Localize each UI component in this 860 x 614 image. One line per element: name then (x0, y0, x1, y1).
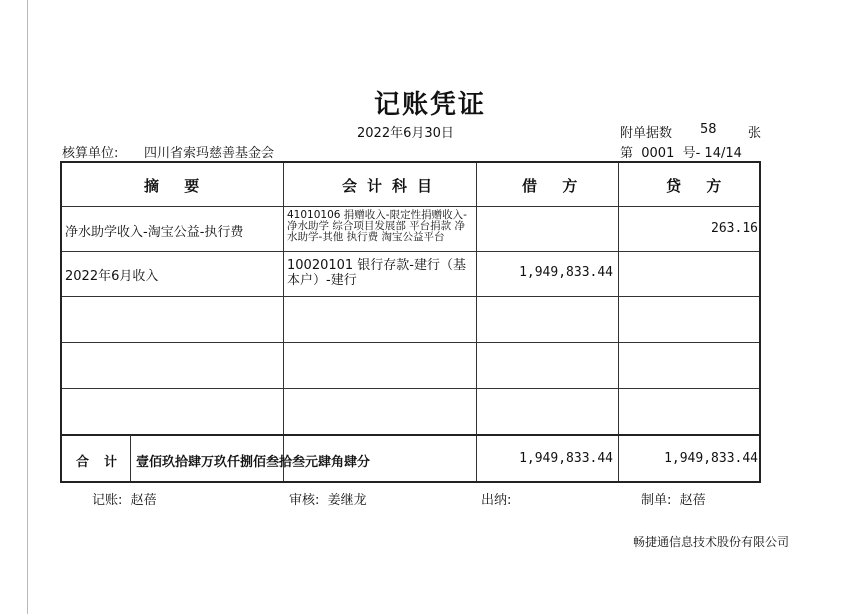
preparer-signature: 制单: 赵蓓 (641, 493, 706, 508)
total-label-divider (130, 435, 131, 481)
voucher-table (60, 161, 761, 483)
total-row-divider (62, 434, 759, 436)
header-summary: 摘 要 (144, 177, 210, 195)
row1-credit: 263.16 (711, 221, 758, 236)
cashier-signature: 出纳: (481, 493, 512, 508)
total-label: 合 计 (76, 455, 120, 470)
row2-account: 10020101 银行存款-建行（基本户）-建行 (287, 258, 466, 288)
voucher-number: 第 0001 号- 14/14 (620, 146, 742, 161)
row-divider (62, 296, 759, 297)
total-debit: 1,949,833.44 (519, 451, 613, 466)
accounting-unit-label: 核算单位: (62, 146, 119, 161)
attachments-count: 58 (700, 122, 717, 137)
row-divider (62, 251, 759, 252)
attachments-label: 附单据数 (620, 126, 673, 141)
total-in-words: 壹佰玖拾肆万玖仟捌佰叁拾叁元肆角肆分 (136, 455, 371, 470)
row-divider (62, 342, 759, 343)
software-company-name: 畅捷通信息技术股份有限公司 (633, 535, 790, 549)
voucher-title: 记账凭证 (373, 90, 486, 120)
accounting-unit-name: 四川省索玛慈善基金会 (144, 146, 275, 161)
header-credit: 贷 方 (666, 177, 732, 195)
bookkeeper-signature: 记账: 赵蓓 (92, 493, 157, 508)
row2-summary: 2022年6月收入 (65, 269, 159, 284)
row-divider (62, 388, 759, 389)
row1-account: 41010106 捐赠收入-限定性捐赠收入-净水助学 综合项目发展部 平台捐款 净水助学-其他 执行费 淘宝公益平台 (287, 209, 467, 243)
header-debit: 借 方 (522, 177, 588, 195)
row2-debit: 1,949,833.44 (519, 265, 613, 280)
row-divider (62, 206, 759, 207)
header-account: 会计科目 (342, 177, 443, 195)
total-credit: 1,949,833.44 (664, 451, 758, 466)
attachments-unit: 张 (748, 126, 762, 141)
row1-summary: 净水助学收入-淘宝公益-执行费 (65, 225, 244, 240)
voucher-date: 2022年6月30日 (357, 126, 454, 141)
reviewer-signature: 审核: 姜继龙 (289, 493, 367, 508)
